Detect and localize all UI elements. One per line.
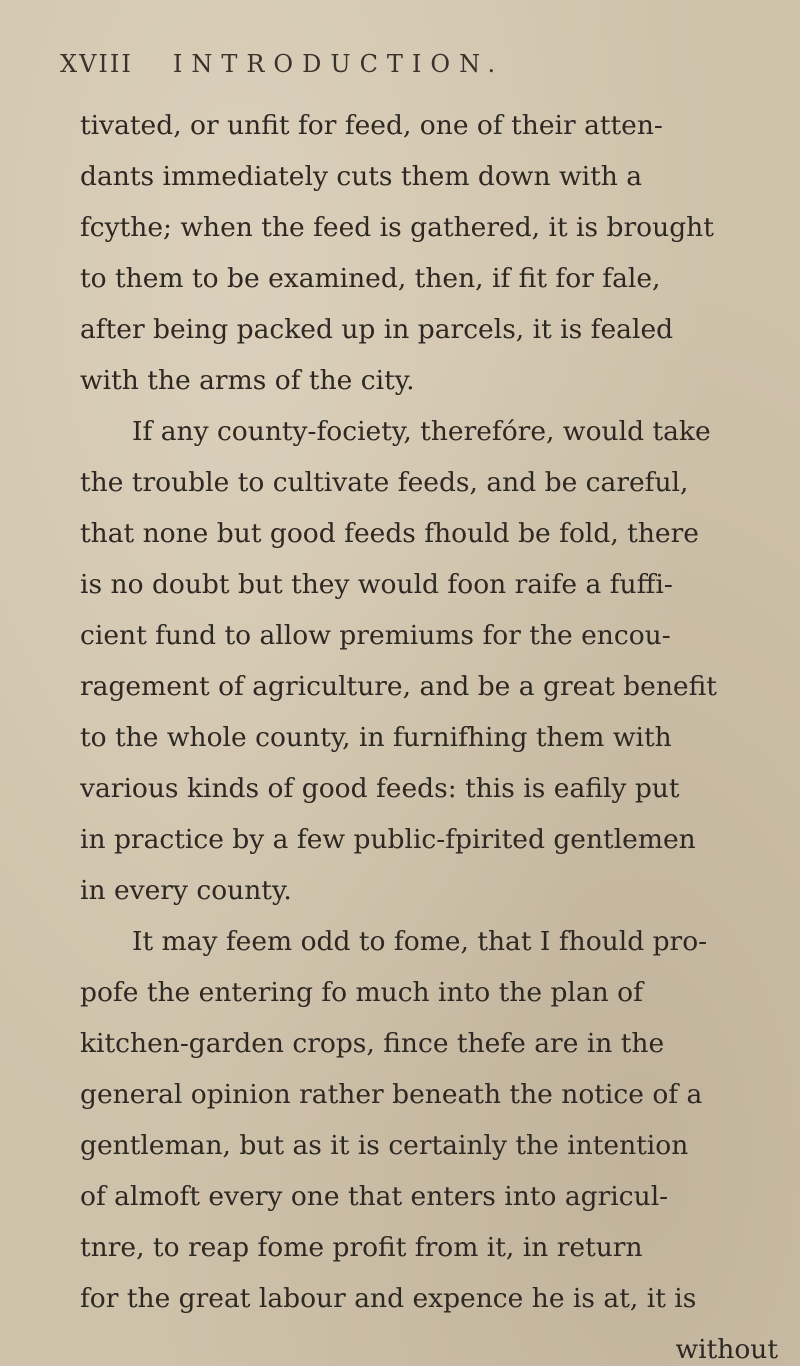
text-line: fcythe; when the feed is gathered, it is brought bbox=[80, 212, 714, 243]
text-line: pofe the entering fo much into the plan of bbox=[80, 977, 643, 1008]
text-line: tivated, or unfit for feed, one of their atten- bbox=[80, 110, 663, 141]
running-head: INTRODUCTION. bbox=[172, 50, 505, 78]
catchword: without bbox=[675, 1334, 778, 1365]
body-text bbox=[80, 100, 800, 1366]
text-line: the trouble to cultivate feeds, and be careful, bbox=[80, 467, 689, 498]
text-line: cient fund to allow premiums for the encou- bbox=[80, 620, 671, 651]
text-line: dants immediately cuts them down with a bbox=[80, 161, 643, 192]
text-line: tnre, to reap fome profit from it, in return bbox=[80, 1232, 643, 1263]
page-number: XVIII bbox=[60, 50, 133, 78]
text-line: various kinds of good feeds: this is eafily put bbox=[80, 773, 680, 804]
text-line: to them to be examined, then, if fit for fale, bbox=[80, 263, 661, 294]
text-line: of almoft every one that enters into agricul- bbox=[80, 1181, 669, 1212]
text-line: to the whole county, in furnifhing them with bbox=[80, 722, 672, 753]
text-line: is no doubt but they would foon raife a fuffi- bbox=[80, 569, 673, 600]
text-line: after being packed up in parcels, it is fealed bbox=[80, 314, 674, 345]
text-line: that none but good feeds fhould be fold, there bbox=[80, 518, 699, 549]
text-line: with the arms of the city. bbox=[80, 365, 415, 396]
text-line: in practice by a few public-fpirited gentlemen bbox=[80, 824, 696, 855]
text-line: kitchen-garden crops, fince thefe are in the bbox=[80, 1028, 665, 1059]
text-line: for the great labour and expence he is at, it is bbox=[80, 1283, 697, 1314]
text-line: It may feem odd to fome, that I fhould pro- bbox=[132, 926, 708, 957]
text-line: general opinion rather beneath the notice of a bbox=[80, 1079, 703, 1110]
text-line: ragement of agriculture, and be a great benefit bbox=[80, 671, 717, 702]
page-header bbox=[60, 42, 720, 86]
text-line: gentleman, but as it is certainly the intention bbox=[80, 1130, 689, 1161]
text-line: in every county. bbox=[80, 875, 292, 906]
text-line: If any county-fociety, therefóre, would take bbox=[132, 416, 711, 447]
